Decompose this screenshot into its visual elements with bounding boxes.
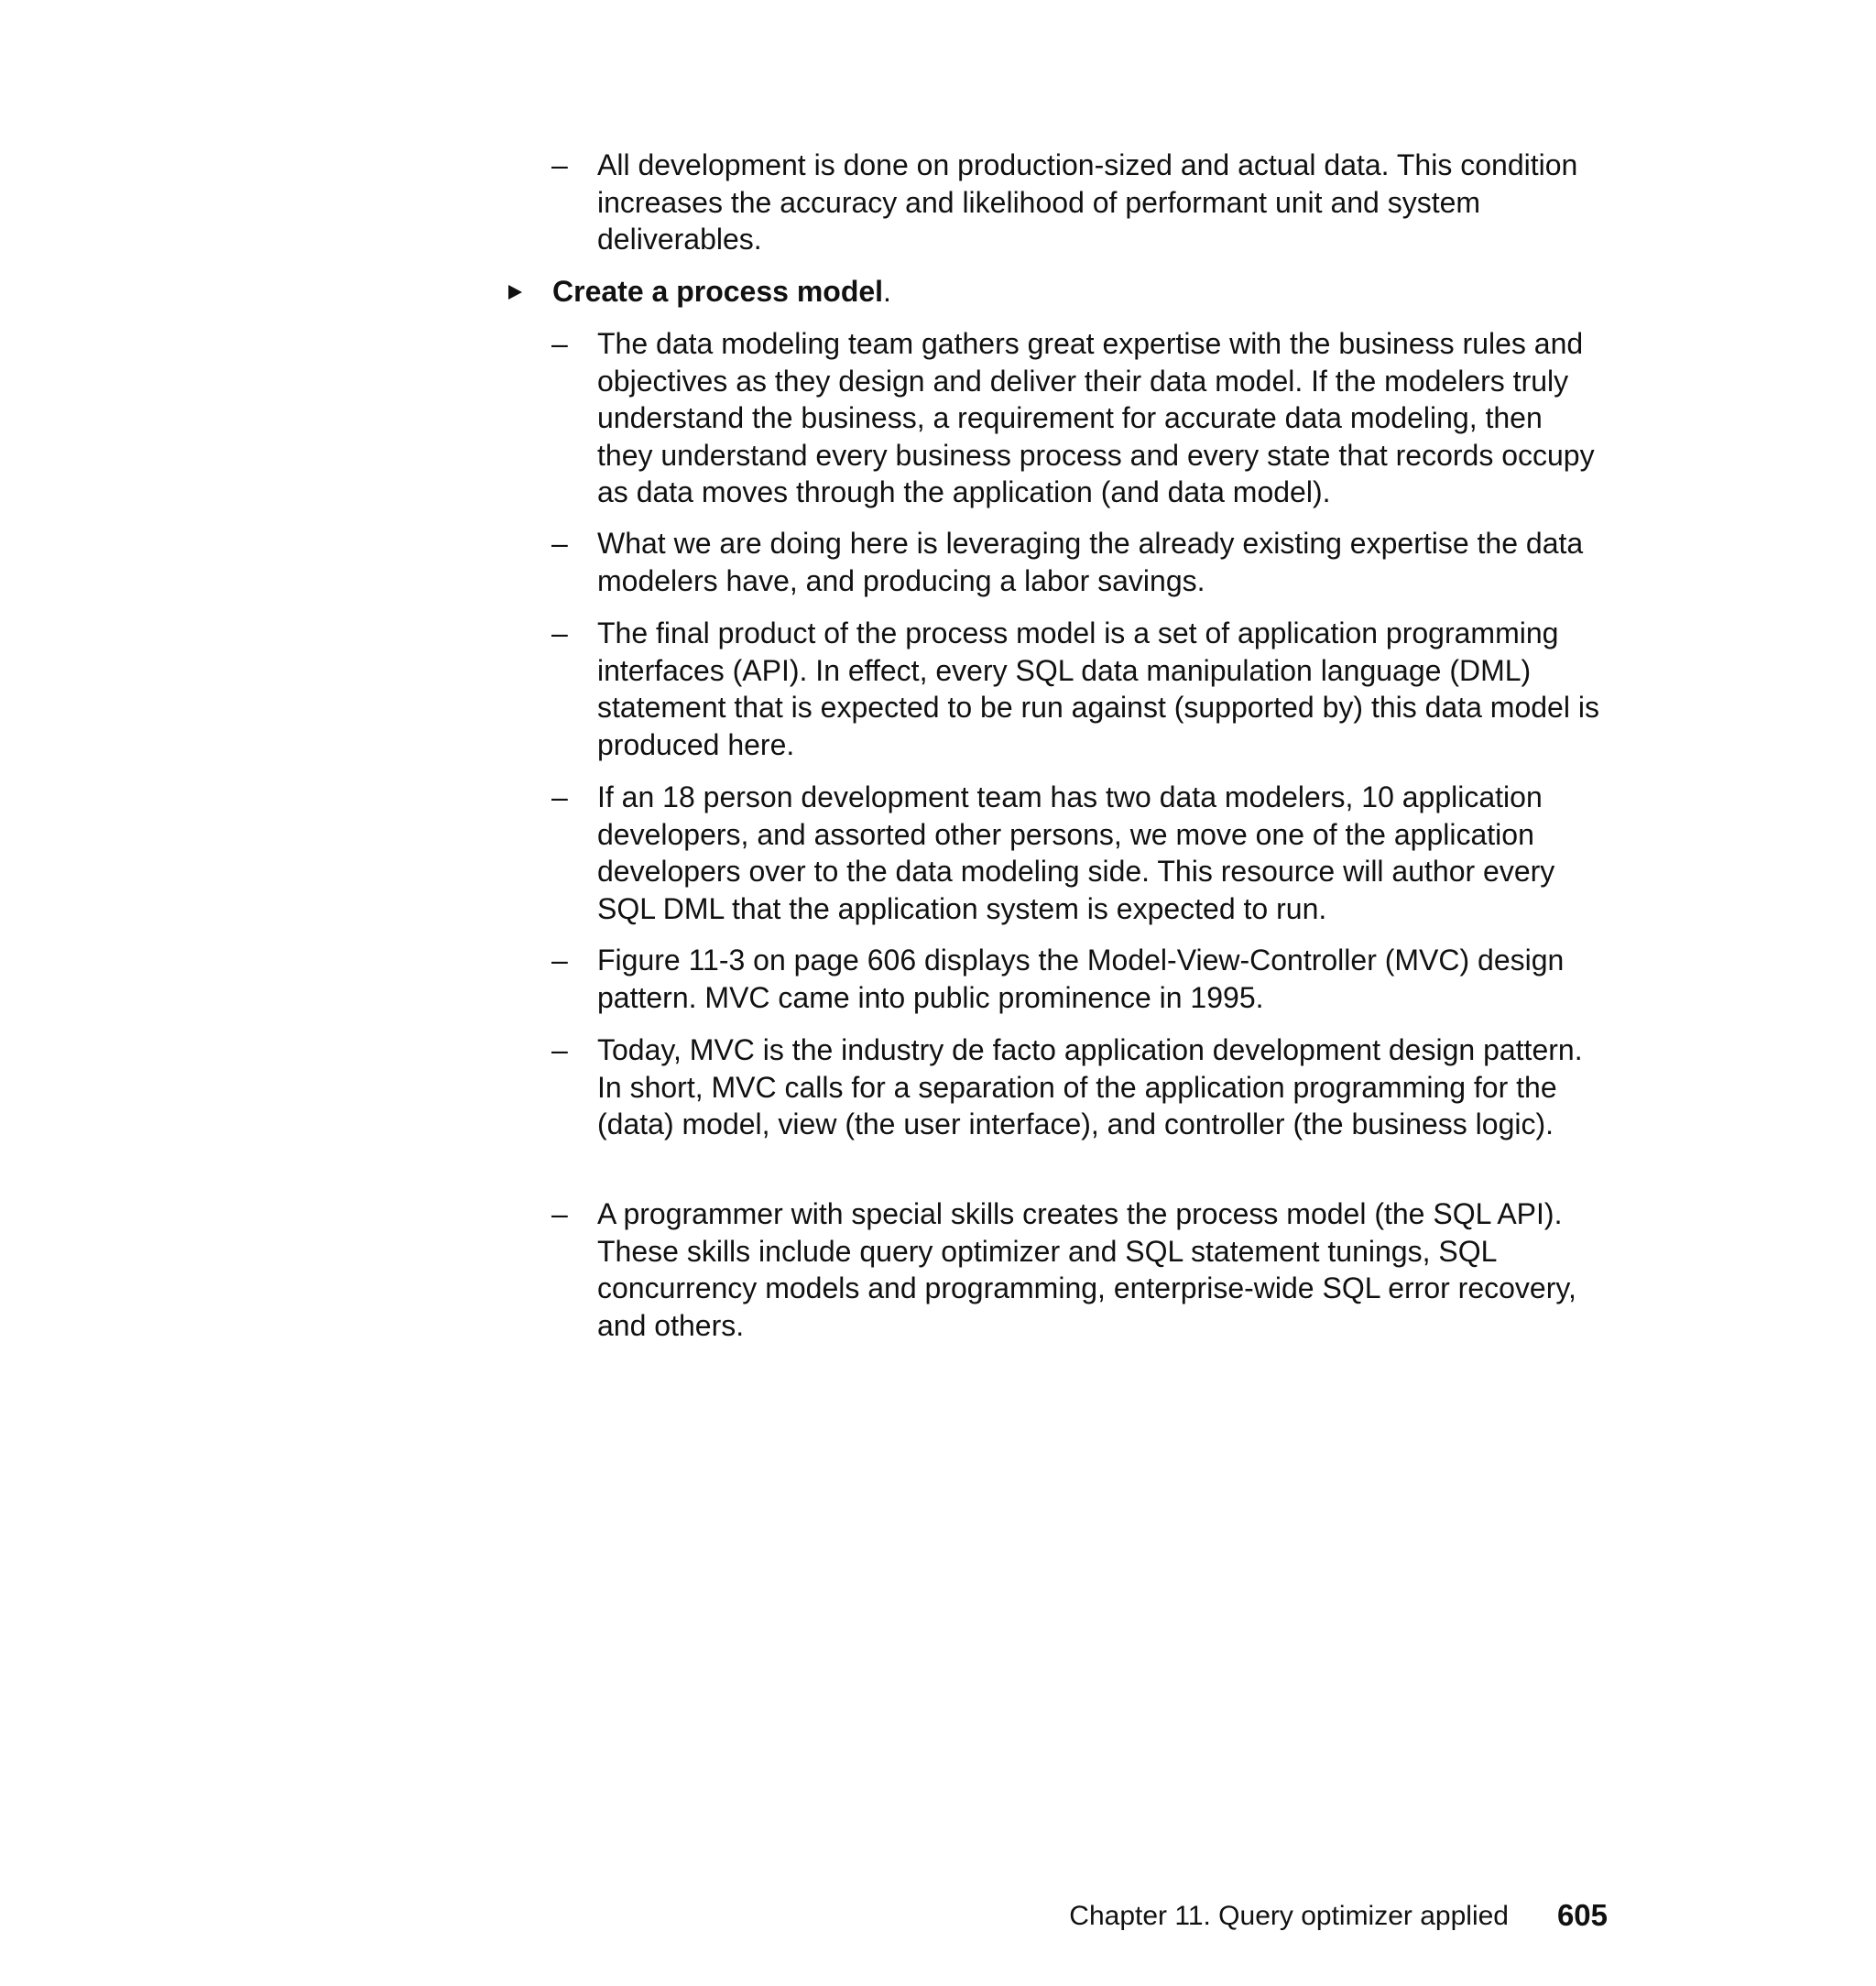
dash-marker: – <box>551 1197 568 1230</box>
dash-marker: – <box>551 527 568 560</box>
list-item-development-team: If an 18 person development team has two data modelers, 10 application developers, and assorted other persons, we move one of the application developers over to the data modeling side. This resource will author every SQL DML that the application system is expected to run. <box>597 780 1555 925</box>
list-item-production-data: All development is done on production-sized and actual data. This condition increases the accuracy and likelihood of performant unit and system deliverables. <box>597 148 1578 256</box>
bullet-create-process-model <box>552 273 891 311</box>
dash-marker: – <box>551 617 568 649</box>
footer-chapter-title: Chapter 11. Query optimizer applied <box>1069 1901 1509 1931</box>
list-item-special-skills: A programmer with special skills creates the process model (the SQL API). These skills include query optimizer and SQL statement tunings, SQL concurrency models and programming, enterprise-wide SQL error recovery, and others. <box>597 1197 1576 1342</box>
dash-marker: – <box>551 1033 568 1066</box>
triangle-bullet-icon <box>508 285 522 300</box>
list-item-leveraging-expertise: What we are doing here is leveraging the already existing expertise the data modelers have, and producing a labor savings. <box>597 527 1584 597</box>
list-item-data-modeling-team: The data modeling team gathers great expertise with the business rules and objectives as they design and deliver their data model. If the modelers truly understand the business, a requirement for accurate data modeling, then they understand every business process and every state that records occupy as data moves through the application (and data model). <box>597 327 1595 508</box>
dash-marker: – <box>551 780 568 813</box>
bullet-tail: . <box>883 275 891 308</box>
bullet-bold-text: Create a process model <box>552 275 884 308</box>
list-item-final-product-api: The final product of the process model is a set of application programming interfaces (API). In effect, every SQL data manipulation language (DML) statement that is expected to be run against (supported by) this data model is produced here. <box>597 617 1599 761</box>
page-number: 605 <box>1556 1898 1608 1932</box>
dash-marker: – <box>551 944 568 977</box>
list-item-mvc-figure: Figure 11-3 on page 606 displays the Model-View-Controller (MVC) design pattern. MVC came into public prominence in 1995. <box>597 944 1565 1014</box>
dash-marker: – <box>551 327 568 360</box>
list-item-mvc-today: Today, MVC is the industry de facto application development design pattern. In short, MVC calls for a separation of the application programming for the (data) model, view (the user interface), and controller (the business logic). <box>597 1033 1583 1140</box>
dash-marker: – <box>551 148 568 181</box>
